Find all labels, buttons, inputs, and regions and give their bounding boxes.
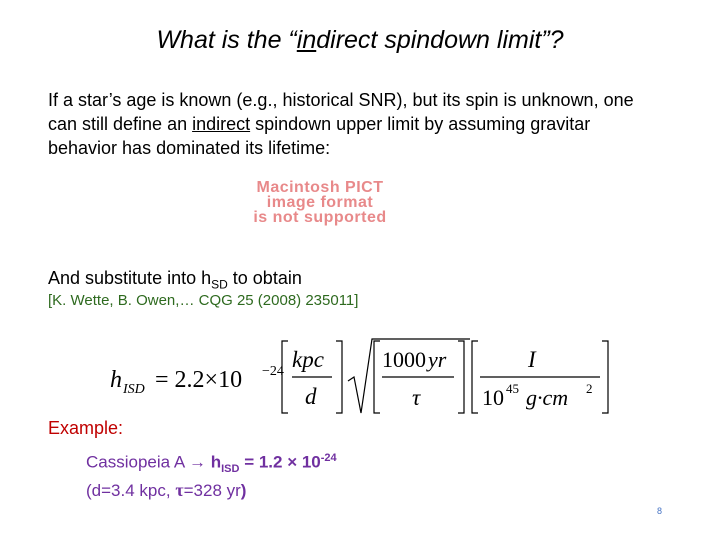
title-part1: What is the “ [156, 26, 297, 54]
formula-coefficient: = 2.2×10 [155, 367, 243, 393]
intro-part1: If a star’s age is known (e.g., historical SNR), but its spin is unknown, one can still define an [48, 90, 634, 134]
example-equals: = 1.2 × 10 [239, 452, 321, 472]
hisd-formula [110, 337, 610, 417]
title-part2: direct spindown limit”? [316, 26, 564, 54]
unsupported-image-placeholder [226, 180, 414, 225]
bracket-right-1 [336, 341, 342, 413]
bracket-left-3 [472, 341, 478, 413]
slide-number: 8 [656, 506, 662, 516]
substitute-text [48, 268, 302, 292]
substitute-subscript: SD [211, 277, 228, 292]
bracket-right-2 [458, 341, 464, 413]
placeholder-line1: Macintosh PICT [256, 179, 384, 196]
formula-den-rest: g·cm [526, 385, 569, 410]
placeholder-line3: is not supported [253, 209, 387, 226]
substitute-main: And substitute into h [48, 268, 212, 288]
formula-I: I [528, 347, 536, 372]
formula-exponent: −24 [262, 364, 284, 379]
intro-part2: spindown upper limit by assuming gravitar behavior has dominated its lifetime: [48, 114, 591, 158]
formula-den-10: 10 [482, 385, 504, 410]
bracket-left-2 [374, 341, 380, 413]
example-h-sub: ISD [221, 463, 240, 476]
example-heading: Example: [48, 418, 124, 438]
formula-h-sub: ISD [123, 382, 145, 397]
example-tau: τ [175, 480, 184, 500]
example-h: h [206, 452, 222, 472]
example-params-close: ) [240, 481, 247, 500]
title-underlined: in [296, 26, 317, 54]
formula-yr-num: 1000 [382, 347, 426, 372]
formula-d: d [305, 384, 317, 409]
formula-den-sq: 2 [586, 381, 593, 396]
intro-paragraph [48, 88, 648, 160]
intro-underlined: indirect [192, 114, 251, 134]
example-result-line [86, 452, 337, 475]
example-exp: -24 [320, 452, 337, 464]
example-source: Cassiopeia A [86, 452, 190, 472]
citation-reference: [K. Wette, B. Owen,… CQG 25 (2008) 235011] [48, 292, 359, 309]
substitute-suffix: to obtain [227, 268, 302, 288]
formula-tau: τ [412, 385, 421, 410]
formula-h: h [110, 367, 122, 393]
slide-title [0, 26, 720, 55]
formula-den-exp: 45 [506, 381, 519, 396]
formula-kpc: kpc [292, 347, 324, 372]
example-params-line [86, 480, 246, 501]
example-params-rest: =328 yr [183, 481, 241, 500]
example-params-open: (d=3.4 kpc, [86, 481, 176, 500]
arrow-icon: → [189, 452, 207, 472]
placeholder-line2: image format [266, 194, 374, 211]
formula-yr-unit: yr [428, 347, 447, 372]
bracket-right-3 [602, 341, 608, 413]
